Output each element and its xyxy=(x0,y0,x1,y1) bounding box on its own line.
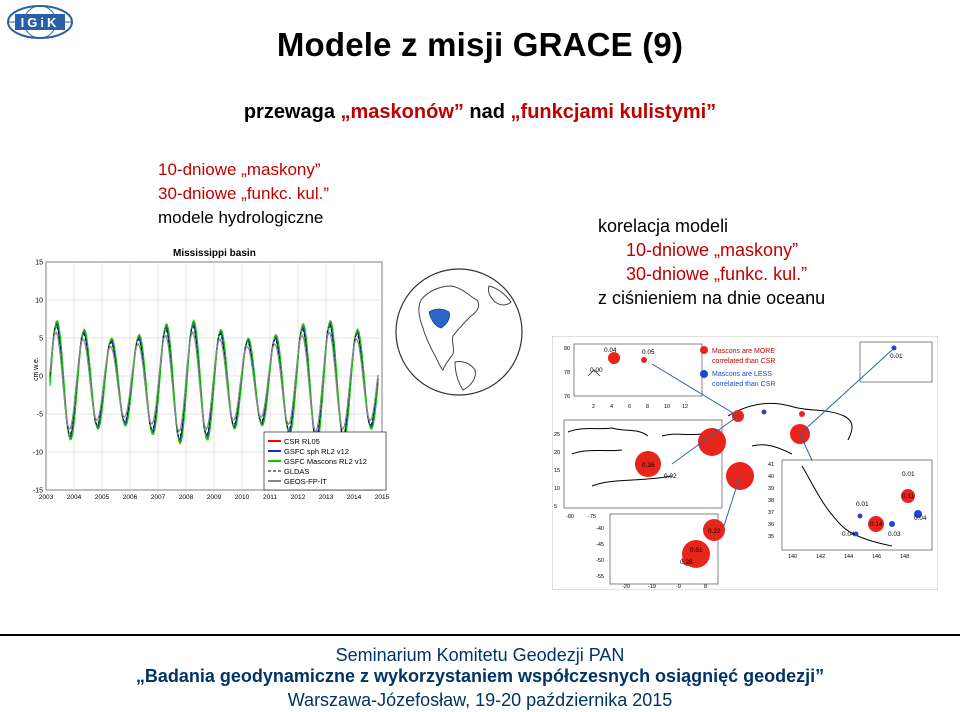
y-tick-label: 0 xyxy=(39,373,43,381)
marker-label: 0.01 xyxy=(890,353,903,360)
marker-label: 0.28 xyxy=(680,559,693,566)
x-tick: -20 xyxy=(622,584,630,590)
x-tick: 142 xyxy=(816,554,826,560)
y-tick: 36 xyxy=(768,522,775,528)
list-item: 30-dniowe „funkc. kul.” xyxy=(626,264,808,284)
marker-label: 0.02 xyxy=(664,473,677,480)
correlation-figure xyxy=(552,336,938,590)
x-tick-labels xyxy=(39,494,390,501)
y-tick: -40 xyxy=(596,526,604,532)
marker-label: 0.03 xyxy=(888,531,901,538)
y-tick: -55 xyxy=(596,574,604,580)
footer-topic: „Badania geodynamiczne z wykorzystaniem współczesnych osiągnięć geodezji” xyxy=(135,666,825,686)
y-tick-label: 10 xyxy=(35,297,43,305)
y-tick: 35 xyxy=(768,534,775,540)
marker-label: 0.51 xyxy=(690,547,703,554)
x-tick: -19 xyxy=(648,584,656,590)
y-axis-label: cm w.e. xyxy=(33,357,40,381)
legend-text: Mascons are MORE xyxy=(712,348,776,355)
x-tick: 144 xyxy=(844,554,854,560)
list-item: 10-dniowe „maskony” xyxy=(158,160,321,179)
subtitle-term-spherical: „funkcjami kulistymi” xyxy=(510,101,717,123)
x-tick-label: 2012 xyxy=(290,494,306,501)
y-tick-label: -5 xyxy=(36,411,43,419)
x-tick: -9 xyxy=(676,584,681,590)
x-tick-label: 2005 xyxy=(94,494,110,501)
subtitle-part2: nad xyxy=(463,101,511,123)
y-tick: 38 xyxy=(768,498,775,504)
marker-label: 0.14 xyxy=(870,521,883,528)
legend-text: correlated than CSR xyxy=(712,358,776,365)
y-tick: 5 xyxy=(554,504,558,510)
y-tick: 10 xyxy=(554,486,561,492)
list-item: 30-dniowe „funkc. kul.” xyxy=(158,184,330,203)
y-tick-label: 5 xyxy=(39,335,43,343)
x-tick: 12 xyxy=(682,404,689,410)
subtitle-term-mascons: „maskonów” xyxy=(340,101,464,123)
slide-subtitle xyxy=(0,101,960,124)
y-tick: 37 xyxy=(768,510,775,516)
y-tick: 25 xyxy=(554,432,561,438)
y-tick: -45 xyxy=(596,542,604,548)
y-tick-label: -10 xyxy=(32,449,43,457)
x-tick: -80 xyxy=(566,514,574,520)
x-tick: 2 xyxy=(592,404,596,410)
y-tick: 80 xyxy=(564,346,571,352)
x-tick-label: 2006 xyxy=(122,494,138,501)
legend-label: GSFC sph RL2 v12 xyxy=(284,447,350,456)
y-tick: 20 xyxy=(554,450,561,456)
legend-text: Mascons are LESS xyxy=(712,371,772,378)
footer-venue: Warszawa-Józefosław, 19-20 października 2015 xyxy=(287,690,673,710)
y-tick: 76 xyxy=(564,394,571,400)
y-tick-label: 15 xyxy=(35,259,43,267)
x-tick-label: 2013 xyxy=(318,494,334,501)
y-tick-label: -15 xyxy=(32,487,43,495)
y-tick: 41 xyxy=(768,462,775,468)
correlation-marker xyxy=(892,346,897,351)
y-tick: 15 xyxy=(554,468,561,474)
x-tick-label: 2009 xyxy=(206,494,222,501)
x-tick: 148 xyxy=(900,554,910,560)
globe-map xyxy=(393,266,525,398)
marker-label: 0.36 xyxy=(642,462,655,469)
marker-label: 0.11 xyxy=(902,493,915,500)
correlation-marker xyxy=(762,410,767,415)
mississippi-timeseries-figure xyxy=(28,236,390,502)
x-tick-label: 2004 xyxy=(66,494,82,501)
x-tick-label: 2007 xyxy=(150,494,166,501)
slide-title: Modele z misji GRACE (9) xyxy=(276,26,684,63)
y-tick: 39 xyxy=(768,486,775,492)
correlation-marker xyxy=(799,411,805,417)
x-tick-label: 2008 xyxy=(178,494,194,501)
x-tick: 4 xyxy=(610,404,614,410)
legend-label: CSR RL05 xyxy=(284,437,320,446)
correlation-tail: z ciśnieniem na dnie oceanu xyxy=(598,288,826,308)
figure-title: Mississippi basin xyxy=(173,248,256,259)
y-tick: -50 xyxy=(596,558,604,564)
marker-label: 0.04 xyxy=(914,515,927,522)
x-tick-label: 2011 xyxy=(263,494,277,501)
marker-label: 0.05 xyxy=(642,349,655,356)
x-tick: 146 xyxy=(872,554,882,560)
x-tick-label: 2003 xyxy=(38,494,54,501)
x-tick: -75 xyxy=(588,514,596,520)
footer-seminar: Seminarium Komitetu Geodezji PAN xyxy=(335,645,625,665)
marker-label: 0.04 xyxy=(842,531,855,538)
x-tick-label: 2014 xyxy=(346,494,362,501)
marker-label: 0.04 xyxy=(604,347,617,354)
x-tick-label: 2015 xyxy=(374,494,390,501)
correlation-description xyxy=(598,214,825,310)
correlation-heading: korelacja modeli xyxy=(598,216,729,236)
x-tick: 10 xyxy=(664,404,671,410)
footer-divider xyxy=(0,634,960,636)
x-tick-label: 2010 xyxy=(234,494,250,501)
y-tick: 78 xyxy=(564,370,571,376)
legend-marker-red xyxy=(700,346,708,354)
x-tick: 8 xyxy=(646,404,650,410)
legend xyxy=(264,432,386,490)
marker-label: 0.01 xyxy=(902,471,915,478)
legend-marker-blue xyxy=(700,370,708,378)
legend-text: correlated than CSR xyxy=(712,381,776,388)
marker-label: 0.22 xyxy=(708,528,721,535)
marker-label: 0.00 xyxy=(590,367,603,374)
y-tick: 40 xyxy=(768,474,775,480)
legend-label: GSFC Mascons RL2 v12 xyxy=(284,457,367,466)
list-item: 10-dniowe „maskony” xyxy=(626,240,799,260)
x-tick: 8 xyxy=(704,584,708,590)
x-tick: 140 xyxy=(788,554,798,560)
subtitle-part1: przewaga xyxy=(243,101,341,123)
x-tick: 6 xyxy=(628,404,632,410)
model-list xyxy=(158,158,329,230)
legend-label: GLDAS xyxy=(284,467,310,476)
marker-label: 0.01 xyxy=(856,501,869,508)
correlation-marker xyxy=(641,357,647,363)
correlation-marker xyxy=(858,514,863,519)
list-item: modele hydrologiczne xyxy=(158,208,324,227)
correlation-marker xyxy=(889,521,895,527)
logo-text: IGiK xyxy=(20,15,60,30)
legend-label: GEOS-FP-IT xyxy=(284,477,327,486)
